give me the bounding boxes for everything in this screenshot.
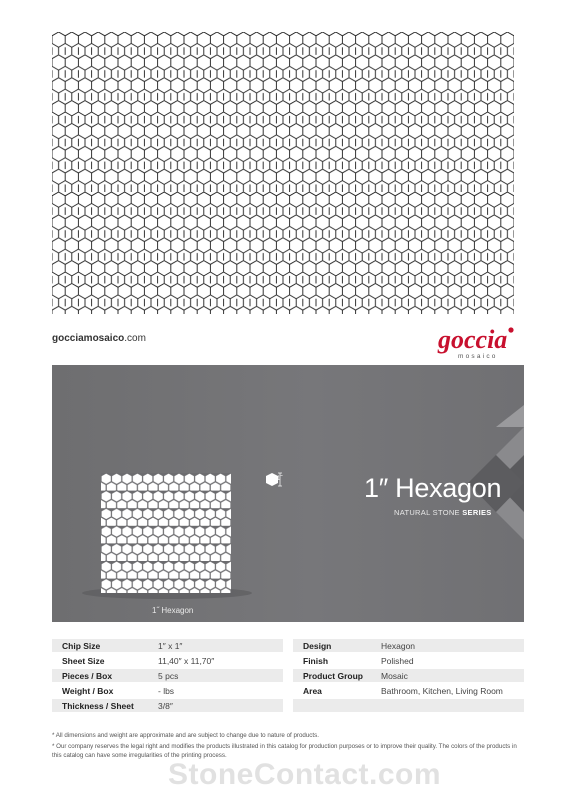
spec-label: Design	[293, 639, 371, 652]
website-brand: gocciamosaico	[52, 333, 125, 344]
spec-label: Finish	[303, 655, 329, 666]
spec-value: 11,40″ x 11,70″	[158, 655, 215, 666]
spec-value: Hexagon	[371, 639, 524, 652]
footnote: * All dimensions and weight are approximate and are subject to change due to nature of products.	[52, 732, 319, 739]
tile-caption: 1˝ Hexagon	[152, 606, 194, 615]
logo-sub: mosaico	[458, 353, 498, 360]
spec-table	[52, 637, 524, 714]
spec-value	[371, 699, 524, 712]
spec-label: Product Group	[293, 669, 371, 682]
spec-label: Thickness / Sheet	[52, 699, 148, 712]
tile-sheet-image	[101, 473, 231, 593]
spec-value: - lbs	[158, 685, 175, 696]
product-series	[394, 508, 492, 517]
footnote: * Our company reserves the legal right and modifies the products illustrated in this catalog for production purposes or to improve their quality. The colors of the products in this catalog can have some irregularities of the printing process.	[52, 743, 517, 759]
spec-label: Area	[303, 685, 322, 696]
spec-gap	[283, 699, 293, 712]
spec-label: Weight / Box	[62, 685, 114, 696]
spec-gap	[283, 669, 293, 682]
spec-label	[293, 699, 371, 712]
spec-value: 3/8″	[148, 699, 283, 712]
website-suffix: .com	[124, 333, 146, 344]
spec-value: Mosaic	[371, 669, 524, 682]
website-link[interactable]	[52, 333, 146, 344]
spec-label: Pieces / Box	[52, 669, 148, 682]
table-row	[52, 669, 524, 682]
table-row	[52, 654, 524, 667]
spec-gap	[283, 639, 293, 652]
spec-value: Polished	[381, 655, 414, 666]
series-suffix: SERIES	[459, 508, 492, 517]
goccia-logo	[436, 322, 516, 362]
logo-drop-icon	[508, 327, 513, 332]
spec-label: Chip Size	[52, 639, 148, 652]
series-prefix: NATURAL STONE	[394, 508, 460, 517]
spec-gap	[283, 654, 293, 667]
product-title: 1″ Hexagon	[364, 473, 502, 503]
spec-value: Bathroom, Kitchen, Living Room	[381, 685, 503, 696]
spec-value: 5 pcs	[148, 669, 283, 682]
product-panel	[52, 365, 524, 622]
chip-size-marker: 1˝	[277, 476, 283, 482]
watermark: StoneContact.com	[168, 758, 442, 791]
table-row	[52, 639, 524, 652]
table-row	[52, 684, 524, 697]
spec-value: 1″ x 1″	[148, 639, 283, 652]
spec-label: Sheet Size	[62, 655, 105, 666]
table-row	[52, 699, 524, 712]
spec-gap	[283, 684, 293, 697]
hexagon-pattern	[52, 32, 514, 314]
logo-word: goccia	[438, 325, 508, 354]
